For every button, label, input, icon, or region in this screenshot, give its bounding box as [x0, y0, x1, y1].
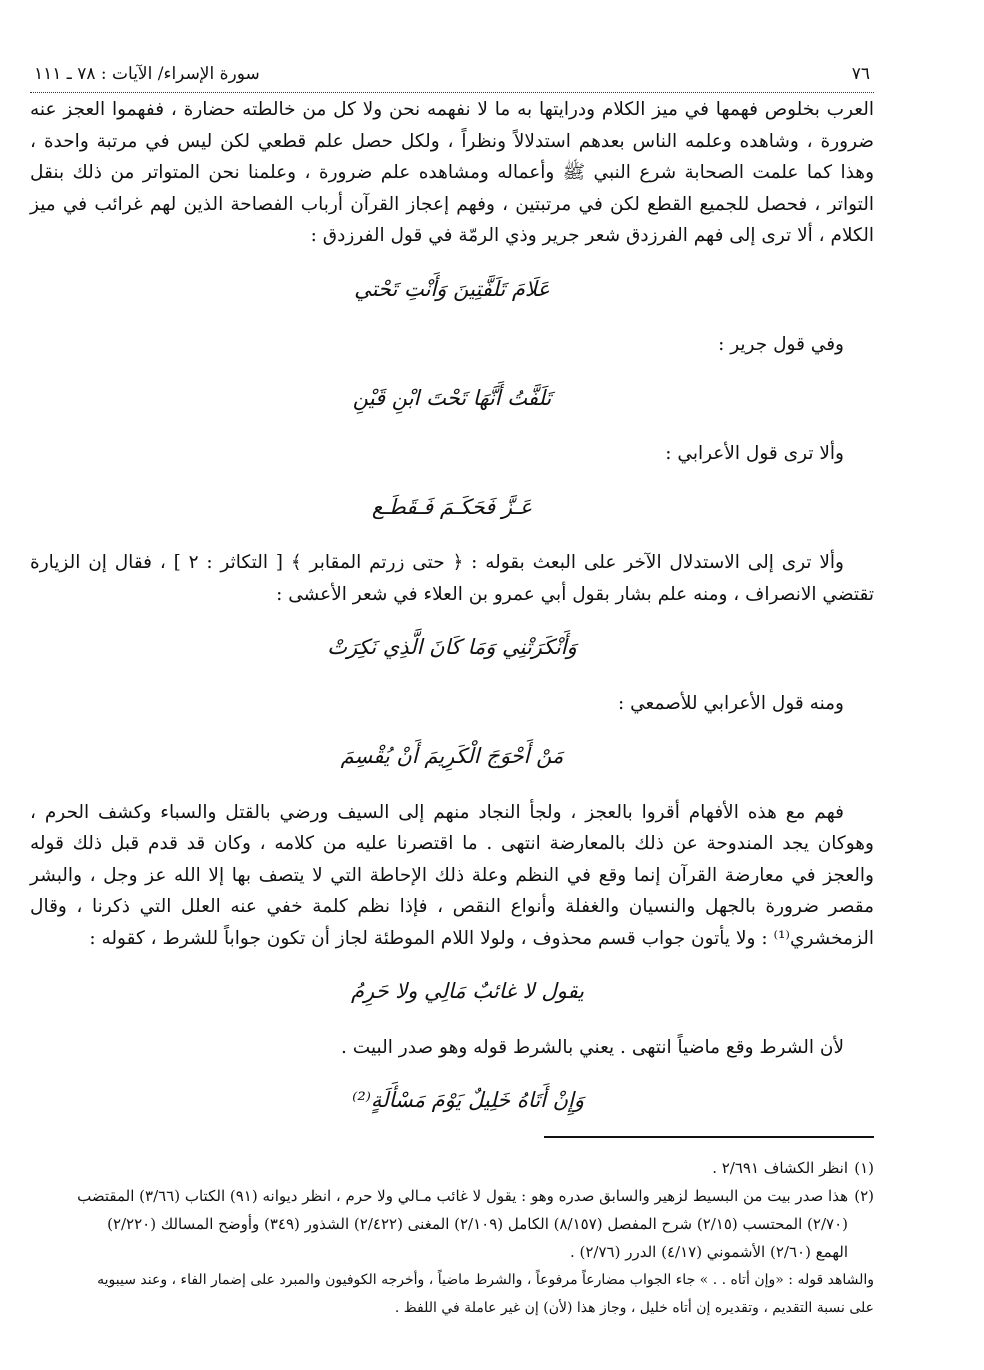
intro-arabi: وألا ترى قول الأعرابي : [665, 443, 844, 464]
page-number: ٧٦ [851, 64, 870, 84]
footnote-2 [30, 1182, 874, 1210]
footnote-1 [30, 1154, 874, 1182]
intro-asmai: ومنه قول الأعرابي للأصمعي : [617, 692, 844, 714]
paragraph-1: العرب بخلوص فهمها في ميز الكلام ودرايتها به ما لا نفهمه نحن ولا كل من خالطته حضارة ، ففهموا العجز عنه ضرورة ، وشاهده وعلمه الناس بعدهم استدلالاً ونظراً ، ولكل حصل علم قطعي لكن ليس في مرتبة واحدة ، وهذا كما علمت الصحابة شرع النبي ﷺ وأعماله ومشاهده علم ضرورة ، وعلمنا نحن المتواتر من ذلك بنقل التواتر ، فحصل للجميع القطع لكن في مرتبتين ، وفهم إعجاز القرآن أرباب الفصاحة الذين لهم غرائب في ميز الكلام ، ألا ترى إلى فهم الفرزدق شعر جرير وذي الرمّة في قول الفرزدق : [30, 99, 874, 246]
page-header [30, 62, 874, 93]
footnote-1-number: (١) [854, 1159, 874, 1177]
footnote-2-text-a: هذا صدر بيت من البسيط لزهير والسابق صدره وهو : يقول لا غائب مـالي ولا حرم ، انظر ديوانه (٩١) الكتاب (٣/٦٦) المقتضب [77, 1187, 848, 1205]
footnotes [30, 1154, 874, 1322]
verse-arabi: عَـزَّ فَحَكَـمَ فَـقَطَـع [371, 494, 533, 519]
surah-reference: سورة الإسراء/ الآيات : ٧٨ ـ ١١١ [34, 64, 260, 84]
footnote-1-text: انظر الكشاف ٢/٦٩١ . [712, 1159, 848, 1177]
main-text [30, 94, 874, 1141]
verse-asmai: مَنْ أَحْوَجَ الْكَرِيمَ أَنْ يُقْسِمَ [340, 744, 564, 768]
footnote-divider [544, 1136, 874, 1138]
verse-farazdaq: عَلَامَ تَلَفَّتِينَ وَأَنْتِ تَحْتي [354, 276, 550, 301]
verse-asha: وَأَنْكَرَتْنِي وَمَا كَانَ الَّذِي نَكِرَتْ [327, 635, 577, 659]
verse-zuhair-1: يقول لا غائبٌ مَالِي ولا حَرِمُ [350, 979, 584, 1003]
paragraph-3: فهم مع هذه الأفهام أقروا بالعجز ، ولجأ النجاد منهم إلى السيف ورضي بالقتل والسباء وكشف الحرم ، وهوكان يجد المندوحة عن ذلك بالمعارضة انتهى . ما اقتصرنا عليه من كلامه ، وكان قد قدم قبل ذلك قوله والعجز في معارضة القرآن إنما وقع في النظم وعلة ذلك الإحاطة التي لا يتصف بها إلا الله عز وجل ، والبشر مقصر ضرورة بالجهل والنسيان والغفلة وأنواع النقص ، فإذا نظم كلمة خفي عنه العلل التي ذكرنا ، وقال الزمخشري⁽¹⁾ : ولا يأتون جواب قسم محذوف ، ولولا اللام الموطئة لجاز أن تكون جواباً للشرط ، كقوله : [30, 801, 874, 949]
paragraph-2: وألا ترى إلى الاستدلال الآخر على البعث بقوله : ﴿ حتى زرتم المقابر ﴾ [ التكاثر : ٢ ] ، فقال إن الزيارة تقتضي الانصراف ، ومنه علم بشار بقول أبي عمرو بن العلاء في شعر الأعشى : [30, 552, 874, 605]
verse-zuhair-2: وَإِنْ أَتَاهُ خَلِيلٌ يَوْمَ مَسْأَلَةٍ⁽²⁾ [352, 1088, 584, 1112]
paragraph-4: لأن الشرط وقع ماضياً انتهى . يعني بالشرط قوله وهو صدر البيت . [341, 1036, 844, 1058]
verse-jarir: تَلَفَّتُ أَنَّهَا تَحْتَ ابْنِ قَيْنِ [352, 385, 552, 410]
footnote-2-line-d: والشاهد قوله : «وإن أتاه . . » جاء الجواب مضارعاً مرفوعاً ، والشرط ماضياً ، وأخرجه الكوفيون والمبرد على إضمار الفاء ، وعند سيبويه [97, 1272, 874, 1288]
footnote-2-number: (٢) [854, 1187, 874, 1205]
footnote-2-line-c: الهمع (٢/٦٠) الأشموني (٤/١٧) الدرر (٢/٧٦) . [569, 1243, 848, 1261]
footnote-2-line-b: (٢/٧٠) المحتسب (٢/١٥) شرح المفصل (٨/١٥٧) الكامل (٢/١٠٩) المغنى (٢/٤٢٢) الشذور (٣٤٩) وأوضح المسالك (٢/٢٢٠) [107, 1215, 848, 1233]
footnote-2-line-e: على نسبة التقديم ، وتقديره إن أتاه خليل ، وجاز هذا (لأن) إن غير عاملة في اللفظ . [394, 1300, 874, 1316]
intro-jarir: وفي قول جرير : [718, 334, 844, 355]
book-page [30, 56, 874, 1346]
